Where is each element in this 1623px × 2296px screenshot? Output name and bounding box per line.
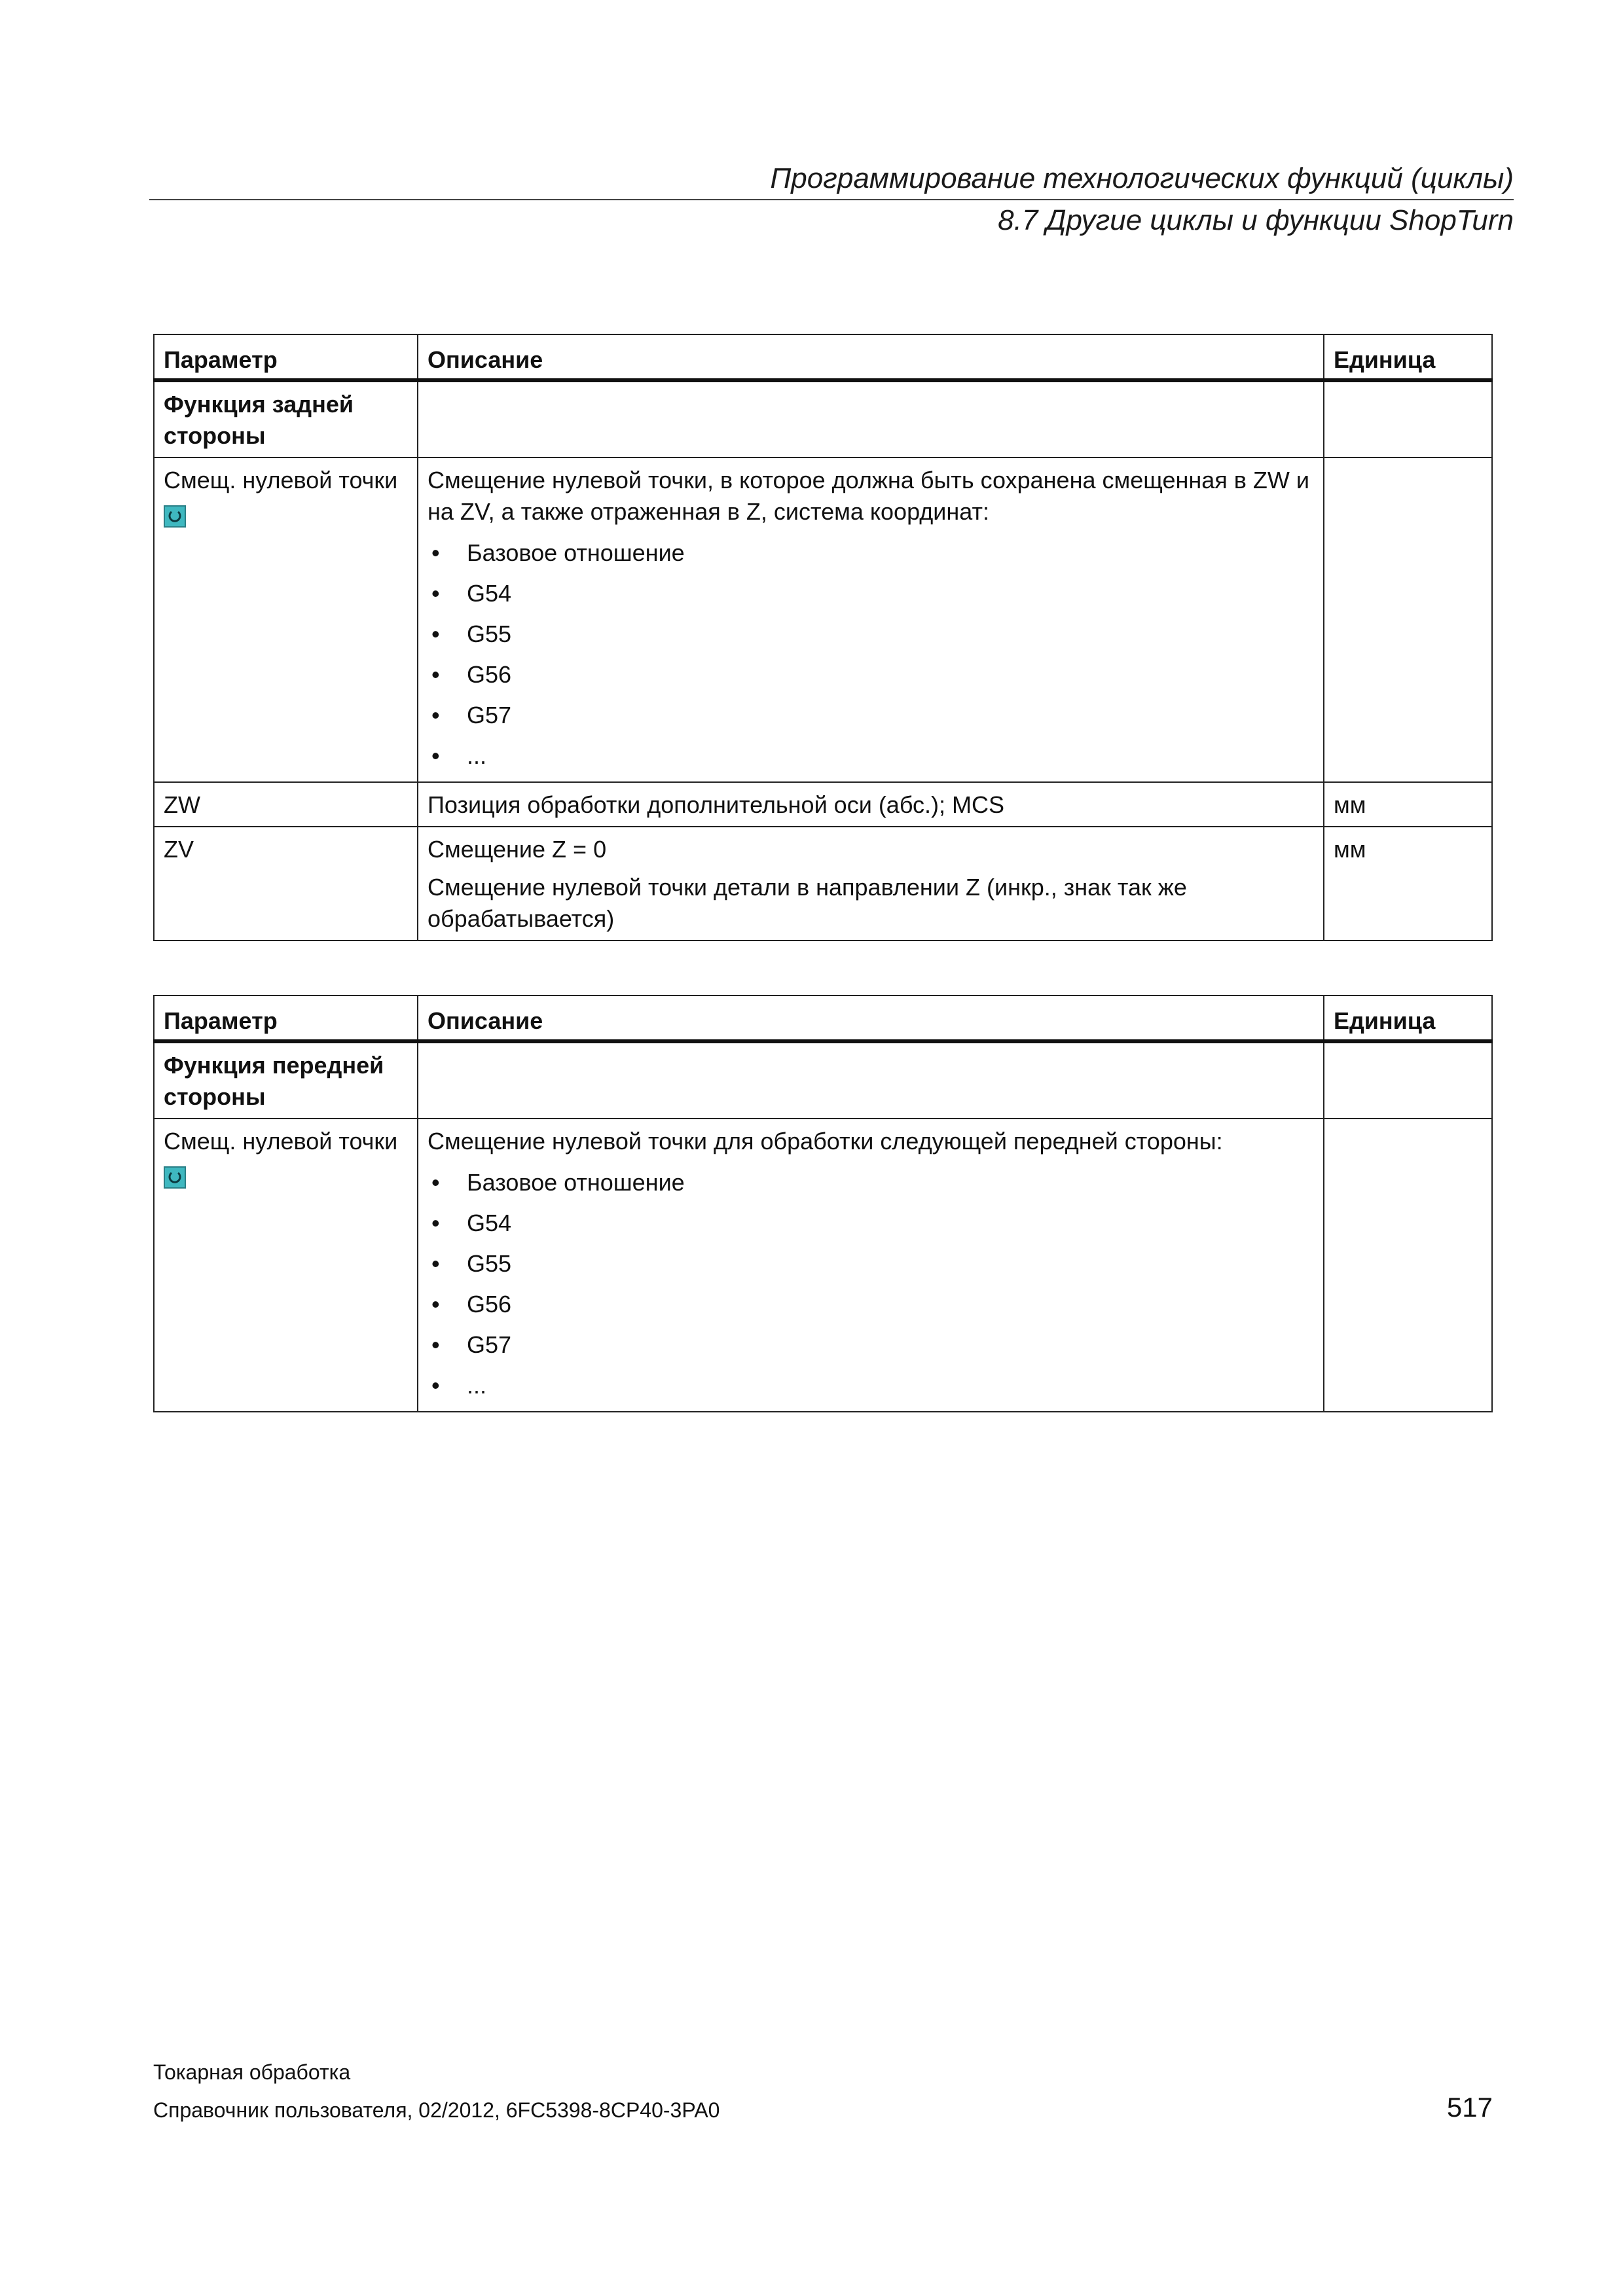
empty-cell [1324,1041,1492,1119]
group-row [154,380,1492,457]
header-description: Описание [418,334,1324,380]
description-text: Смещение нулевой точки, в которое должна быть сохранена смещенная в ZW и на ZV, а также отраженная в Z, система координат: [428,467,1309,525]
header-parameter: Параметр [154,334,418,380]
description-text: Смещение Z = 0 [428,836,607,863]
header-description: Описание [418,996,1324,1041]
list-item: • G56 [428,1284,1314,1325]
list-item: • Базовое отношение [428,533,1314,573]
unit-text: мм [1324,782,1492,827]
description-text: Смещение нулевой точки для обработки следующей передней стороны: [428,1128,1223,1155]
param-name: Смещ. нулевой точки [164,1128,398,1155]
description-cell [418,1119,1324,1412]
description-cell [418,827,1324,941]
empty-cell [418,380,1324,457]
param-cell [154,457,418,782]
option-list [428,533,1314,776]
header-unit: Единица [1324,996,1492,1041]
group-label: Функция задней стороны [154,380,418,457]
param-name: ZV [154,827,418,941]
description-text: Смещение нулевой точки детали в направлении Z (инкр., знак так же обрабатывается) [428,874,1187,932]
param-name: ZW [154,782,418,827]
table-row [154,1119,1492,1412]
option-list [428,1162,1314,1406]
header-rule [149,199,1514,200]
list-item: • Базовое отношение [428,1162,1314,1203]
table-row [154,827,1492,941]
parameter-table-front-side [153,995,1493,1412]
list-item: • ... [428,736,1314,776]
list-item: • G54 [428,1203,1314,1244]
footer-book-title: Токарная обработка [153,2060,351,2084]
table-header-row [154,334,1492,380]
list-item: • G55 [428,614,1314,655]
unit-text: мм [1324,827,1492,941]
list-item: • G54 [428,573,1314,614]
description-cell [418,457,1324,782]
empty-cell [418,1041,1324,1119]
section-title: 8.7 Другие циклы и функции ShopTurn [998,204,1514,236]
list-item: • G55 [428,1244,1314,1284]
description-text: Позиция обработки дополнительной оси (абс.); MCS [418,782,1324,827]
table-row [154,782,1492,827]
parameter-table-back-side [153,334,1493,941]
toggle-icon [164,1166,186,1189]
param-name: Смещ. нулевой точки [164,467,398,493]
list-item: • G56 [428,655,1314,695]
header-unit: Единица [1324,334,1492,380]
table-header-row [154,996,1492,1041]
header-parameter: Параметр [154,996,418,1041]
unit-cell [1324,457,1492,782]
chapter-title: Программирование технологических функций (циклы) [770,162,1514,194]
param-cell [154,1119,418,1412]
unit-cell [1324,1119,1492,1412]
list-item: • G57 [428,1325,1314,1365]
table-row [154,457,1492,782]
empty-cell [1324,380,1492,457]
group-row [154,1041,1492,1119]
list-item: • G57 [428,695,1314,736]
page-number: 517 [1446,2092,1493,2123]
footer-manual-info: Справочник пользователя, 02/2012, 6FC5398-8CP40-3PA0 [153,2098,720,2122]
list-item: • ... [428,1365,1314,1406]
group-label: Функция передней стороны [154,1041,418,1119]
toggle-icon [164,505,186,528]
